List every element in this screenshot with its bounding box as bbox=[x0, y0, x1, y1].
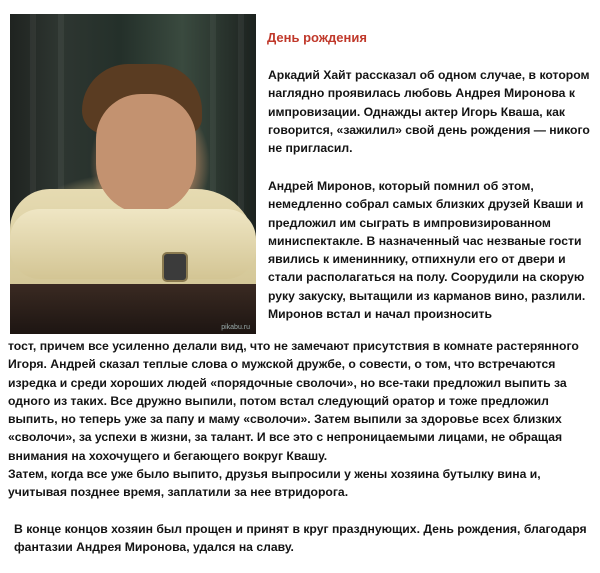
photo-chair bbox=[10, 284, 256, 334]
wristwatch bbox=[162, 252, 188, 282]
paragraph-intro: Аркадий Хайт рассказал об одном случае, в котором наглядно проявилась любовь Андрея Миронова к импровизации. Однажды актер Игорь Кваша, как говорится, «зажилил» свой день рождения — никого не пригласил. bbox=[268, 68, 590, 156]
photo-face bbox=[96, 94, 196, 214]
paragraph-ending: В конце концов хозяин был прощен и принят в круг празднующих. День рождения, благодаря фантазии Андрея Миронова, удался на славу. bbox=[14, 522, 587, 555]
portrait-photo bbox=[10, 14, 256, 334]
paragraph-story: Андрей Миронов, который помнил об этом, немедленно собрал самых близких друзей Кваши и предложил им сыграть в импровизированном миниспектакле. В назначенный час незваные гости явились к имениннику, отпихнули его от двери и стали располагаться на полу. Соорудили на скорую руку закуску, вытащили из карманов вино, разлили. Миронов встал и начал произносить bbox=[268, 179, 586, 322]
photo-arm bbox=[10, 209, 256, 279]
photo-watermark: pikabu.ru bbox=[221, 324, 250, 331]
paragraph-toast: тост, причем все усиленно делали вид, что не замечают присутствия в комнате растерянного Игоря. Андрей сказал теплые слова о мужской дружбе, о совести, о том, что встречаются изредка и среди хороших людей «порядочные сволочи», но все-таки предложил выпить за одного из таких. Все дружно выпили, потом встал следующий оратор и тоже предложил выпить, но теперь уже за папу и маму «сволочи». Затем выпили за здоровье всех близких «сволочи», за успехи в жизни, за талант. И все это с непроницаемыми лицами, не обращая внимания на хохочущего и бегающего вокруг Квашу. Затем, когда все уже было выпито, друзья выпросили у жены хозяина бутылку вина и, учитывая позднее время, заплатили за нее втридорога. bbox=[8, 339, 579, 500]
article-title: День рождения bbox=[267, 30, 367, 45]
